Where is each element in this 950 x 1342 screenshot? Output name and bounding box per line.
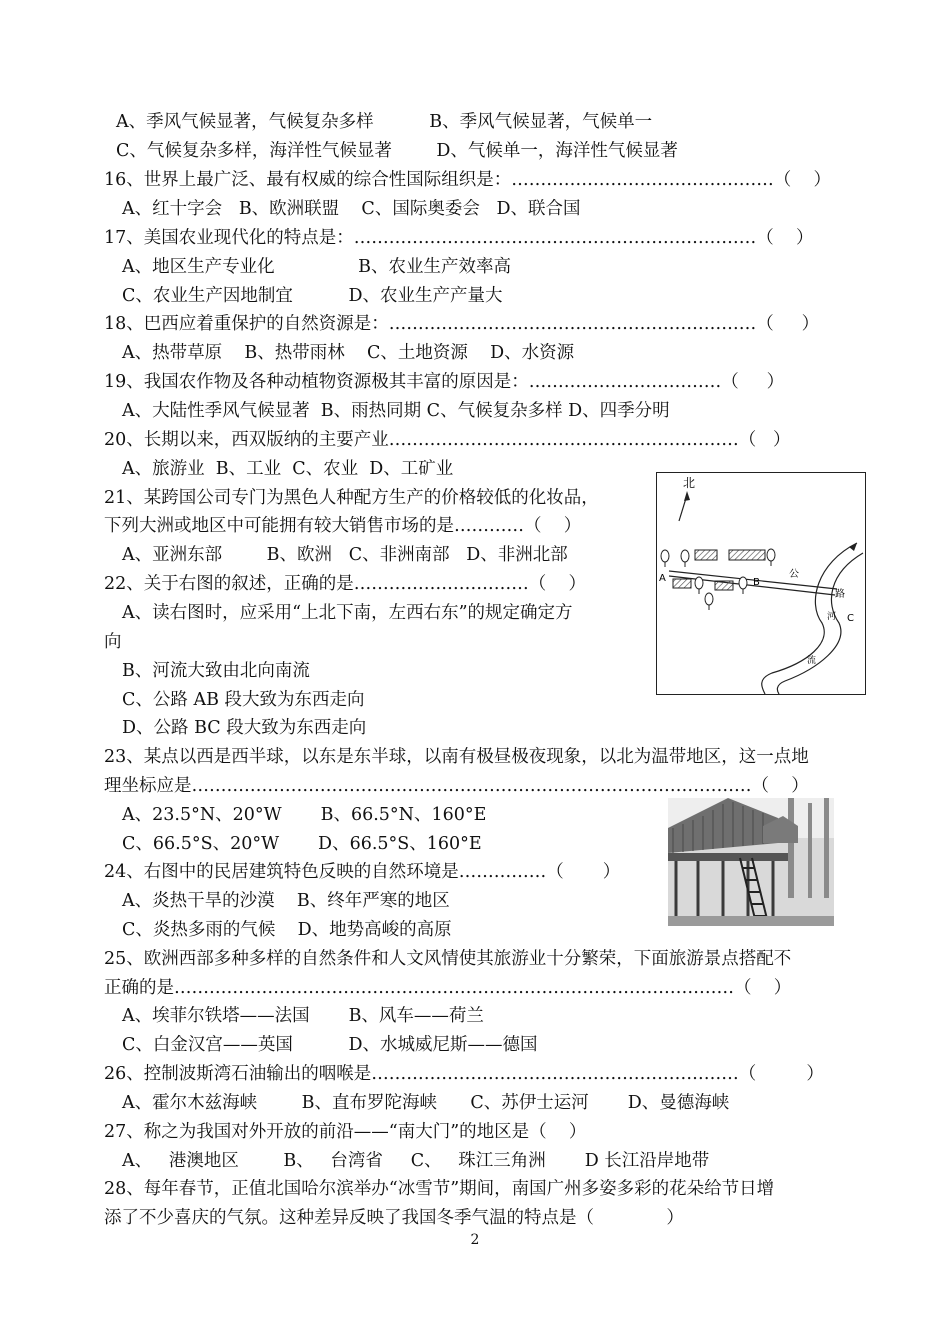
text-line: A、读右图时，应采用“上北下南，左西右东”的规定确定方 <box>122 603 573 623</box>
text-line: B、河流大致由北向南流 <box>122 661 310 681</box>
text-line: 16、世界上最广泛、最有权威的综合性国际组织是：………………………………………（ ） <box>104 170 832 190</box>
text-line: 23、某点以西是西半球，以东是东半球，以南有极昼极夜现象，以北为温带地区，这一点地 <box>104 747 809 767</box>
page-number: 2 <box>470 1232 480 1248</box>
text-line: 25、欧洲西部多种多样的自然条件和人文风情使其旅游业十分繁荣，下面旅游景点搭配不 <box>104 949 792 969</box>
text-line: C、公路 AB 段大致为东西走向 <box>122 690 365 710</box>
text-line: 正确的是……………………………………………………………………………………（ ） <box>104 978 792 998</box>
road-label-2: 路 <box>835 589 845 600</box>
text-line: C、白金汉宫——英国 D、水城威尼斯——德国 <box>122 1035 538 1055</box>
text-line: 28、每年春节，正值北国哈尔滨举办“冰雪节”期间，南国广州多姿多彩的花朵给节日增 <box>104 1179 775 1199</box>
label-b: B <box>753 577 760 588</box>
text-line: C、农业生产因地制宜 D、农业生产产量大 <box>122 286 503 306</box>
text-line: A、大陆性季风气候显著 B、雨热同期 C、气候复杂多样 D、四季分明 <box>122 401 670 421</box>
text-line: A、 港澳地区 B、 台湾省 C、 珠江三角洲 D 长江沿岸地带 <box>122 1151 710 1171</box>
north-label: 北 <box>683 476 696 490</box>
text-line: 下列大洲或地区中可能拥有较大销售市场的是…………（ ） <box>104 516 582 536</box>
text-line: A、季风气候显著，气候复杂多样 B、季风气候显著，气候单一 <box>116 112 653 132</box>
text-line: A、旅游业 B、工业 C、农业 D、工矿业 <box>122 459 454 479</box>
text-line: A、亚洲东部 B、欧洲 C、非洲南部 D、非洲北部 <box>122 545 568 565</box>
river-label-2: 流 <box>807 656 817 666</box>
label-c: C <box>847 613 854 624</box>
building-icon <box>695 550 765 560</box>
text-line: C、炎热多雨的气候 D、地势高峻的高原 <box>122 920 452 940</box>
text-line: A、红十字会 B、欧洲联盟 C、国际奥委会 D、联合国 <box>122 199 581 219</box>
text-line: A、埃菲尔铁塔——法国 B、风车——荷兰 <box>122 1006 484 1026</box>
text-line: 19、我国农作物及各种动植物资源极其丰富的原因是：……………………………（ ） <box>104 372 785 392</box>
text-line: 20、长期以来，西双版纳的主要产业……………………………………………………（ ） <box>104 430 791 450</box>
text-line: C、66.5°S、20°W D、66.5°S、160°E <box>122 834 482 854</box>
text-line: 添了不少喜庆的气氛。这种差异反映了我国冬季气温的特点是（ ） <box>104 1208 684 1228</box>
text-line: 26、控制波斯湾石油输出的咽喉是………………………………………………………（ ） <box>104 1064 824 1084</box>
text-line: A、地区生产专业化 B、农业生产效率高 <box>122 257 511 277</box>
map-figure <box>656 472 866 695</box>
text-line: 17、美国农业现代化的特点是：……………………………………………………………（ ） <box>104 228 814 248</box>
text-line: 向 <box>104 632 122 652</box>
text-line: 18、巴西应着重保护的自然资源是：………………………………………………………（ ） <box>104 314 820 334</box>
text-line: 22、关于右图的叙述，正确的是…………………………（ ） <box>104 574 587 594</box>
text-line: C、气候复杂多样，海洋性气候显著 D、气候单一，海洋性气候显著 <box>116 141 678 161</box>
text-line: D、公路 BC 段大致为东西走向 <box>122 718 367 738</box>
label-a: A <box>659 573 666 584</box>
text-line: A、热带草原 B、热带雨林 C、土地资源 D、水资源 <box>122 343 575 363</box>
text-line: 理坐标应是……………………………………………………………………………………（ ） <box>104 776 809 796</box>
text-line: 27、称之为我国对外开放的前沿——“南大门”的地区是（ ） <box>104 1122 587 1142</box>
text-line: 24、右图中的民居建筑特色反映的自然环境是……………（ ） <box>104 862 621 882</box>
text-line: 21、某跨国公司专门为黑色人种配方生产的价格较低的化妆品， <box>104 488 599 508</box>
map-diagram <box>657 473 865 694</box>
text-line: A、23.5°N、20°W B、66.5°N、160°E <box>122 805 487 825</box>
river-label-1: 河 <box>827 612 837 622</box>
text-line: A、炎热干旱的沙漠 B、终年严寒的地区 <box>122 891 450 911</box>
stilt-house-photo <box>668 798 834 926</box>
road-label-1: 公 <box>789 569 799 580</box>
text-line: A、霍尔木兹海峡 B、直布罗陀海峡 C、苏伊士运河 D、曼德海峡 <box>122 1093 730 1113</box>
